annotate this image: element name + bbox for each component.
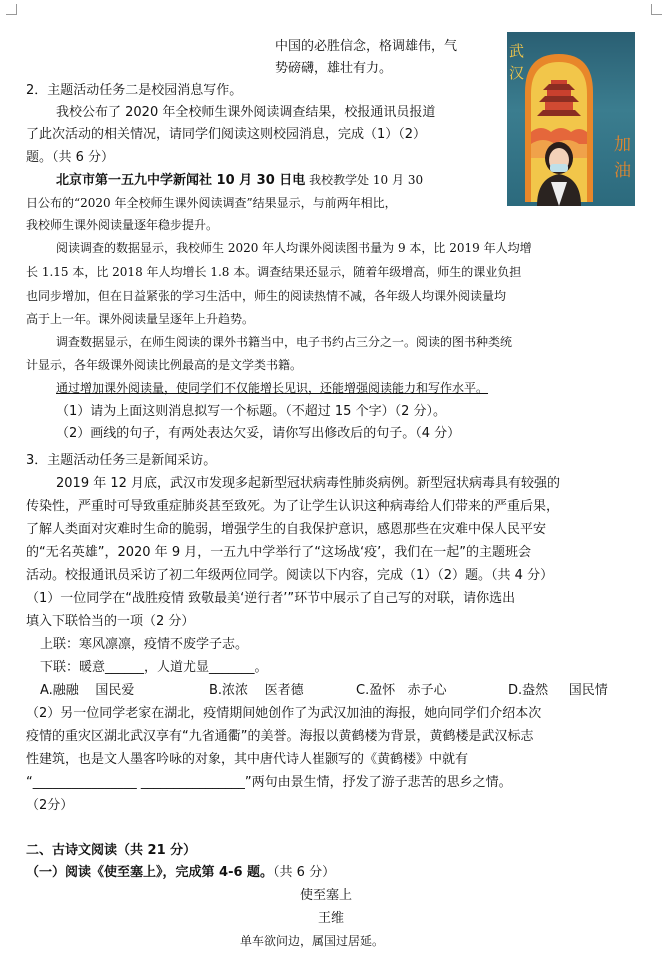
option-b: B.浓浓 医者德 (209, 683, 304, 698)
couplet-lower: 下联：暖意______，人道尤显_______。 (40, 660, 268, 675)
couplet-upper: 上联：寒风凛凛，疫情不废学子志。 (40, 637, 249, 652)
option-a: A.融融 国民爱 (40, 683, 135, 698)
news-line-9: 计显示，各年级课外阅读比例最高的是文学类书籍。 (26, 358, 303, 372)
crop-mark-right (651, 4, 662, 15)
section2-subheading-score: （共 6 分） (273, 865, 336, 880)
news-lead-text: 我校教学处 10 月 30 (305, 173, 424, 187)
poster-text-wuhan: 武汉 (509, 42, 525, 82)
news-line-6: 也同步增加，但在日益紧张的学习生活中，师生的阅读热情不减，各年级人均课外阅读量均 (26, 289, 507, 303)
news-line-2: 日公布的“2020 年全校师生课外阅读调查”结果显示，与前两年相比， (26, 196, 397, 210)
news-line-3: 我校师生课外阅读量逐年稳步提升。 (26, 218, 219, 232)
task3-paragraph-5: 活动。校报通讯员采访了初二年级两位同学。阅读以下内容，完成（1）（2）题。（共 4 分） (26, 568, 554, 583)
section2-subheading-bold: （一）阅读《使至塞上》，完成第 4-6 题。 (26, 865, 274, 880)
task3-paragraph-1: 2019 年 12 月底，武汉市发现多起新型冠状病毒性肺炎病例。新型冠状病毒具有较强的 (56, 476, 561, 491)
poem-author: 王维 (318, 911, 345, 926)
news-line-7: 高于上一年。课外阅读量呈逐年上升趋势。 (26, 312, 255, 326)
task3-q1-line-1: （1）一位同学在“战胜疫情 致敬最美‘逆行者’”环节中展示了自己写的对联，请你选出 (26, 591, 516, 606)
option-d: D.盎然 国民情 (508, 683, 608, 698)
task3-q2-line-3: 性建筑，也是文人墨客吟咏的对象，其中唐代诗人崔颢写的《黄鹤楼》中就有 (26, 752, 469, 767)
wuhan-poster-image (507, 32, 635, 206)
task3-paragraph-3: 了解人类面对灾难时生命的脆弱，增强学生的自我保护意识，感恩那些在灾难中保人民平安 (26, 522, 547, 537)
poem-title: 使至塞上 (300, 888, 353, 903)
news-line-4: 阅读调查的数据显示，我校师生 2020 年人均课外阅读图书量为 9 本，比 2019 年人均增 (56, 241, 532, 255)
poem-line-1: 单车欲问边，属国过居延。 (240, 934, 385, 948)
task3-paragraph-2: 传染性，严重时可导致重症肺炎甚至致死。为了让学生认识这种病毒给人们带来的严重后果， (26, 499, 560, 514)
task3-q2-line-2: 疫情的重灾区湖北武汉享有“九省通衢”的美誉。海报以黄鹤楼为背景，黄鹤楼是武汉标志 (26, 729, 534, 744)
poem-comment-line-1: 中国的必胜信念，格调雄伟，气 (275, 39, 458, 54)
task2-question-2: （2）画线的句子，有两处表达欠妥，请你写出修改后的句子。（4 分） (56, 426, 461, 441)
task3-heading: 3．主题活动任务三是新闻采访。 (26, 453, 217, 468)
news-lead-source: 北京市第一五九中学新闻社 10 月 30 日电 (56, 173, 306, 188)
section2-heading: 二、古诗文阅读（共 21 分） (26, 843, 197, 858)
crop-mark-left (6, 4, 17, 15)
task2-intro-1: 我校公布了 2020 年全校师生课外阅读调查结果，校报通讯员报道 (56, 105, 436, 120)
news-underlined-sentence: 通过增加课外阅读量，使同学们不仅能增长见识，还能增强阅读能力和写作水平。 (56, 381, 489, 395)
task3-q2-line-5: （2分） (26, 798, 74, 813)
task2-heading: 2．主题活动任务二是校园消息写作。 (26, 83, 243, 98)
task2-intro-3: 题。（共 6 分） (26, 150, 115, 165)
section2-subheading (26, 864, 335, 881)
poster-text-jiayou: 加油 (614, 135, 631, 181)
news-line-5: 长 1.15 本，比 2018 年人均增长 1.8 本。调查结果还显示，随着年级增高，师生的课业负担 (26, 265, 522, 279)
task3-q1-line-2: 填入下联恰当的一项（2 分） (26, 614, 195, 629)
task3-q2-line-4: “________________ ________________”两句由景生情，抒发了游子悲苦的思乡之情。 (26, 775, 512, 790)
option-c: C.盈怀 赤子心 (356, 683, 447, 698)
task2-intro-2: 了此次活动的相关情况，请同学们阅读这则校园消息，完成（1）（2） (26, 127, 427, 142)
task3-paragraph-4: 的“无名英雄”，2020 年 9 月，一五九中学举行了“这场战‘疫’，我们在一起”的主题班会 (26, 545, 531, 560)
news-lead (56, 172, 423, 189)
poem-comment-line-2: 势磅礴，雄壮有力。 (275, 61, 393, 76)
news-line-8: 调查数据显示，在师生阅读的课外书籍当中，电子书约占三分之一。阅读的图书种类统 (56, 335, 513, 349)
task3-q2-line-1: （2）另一位同学老家在湖北，疫情期间她创作了为武汉加油的海报，她向同学们介绍本次 (26, 706, 542, 721)
task2-question-1: （1）请为上面这则消息拟写一个标题。（不超过 15 个字）（2 分）。 (56, 404, 446, 419)
